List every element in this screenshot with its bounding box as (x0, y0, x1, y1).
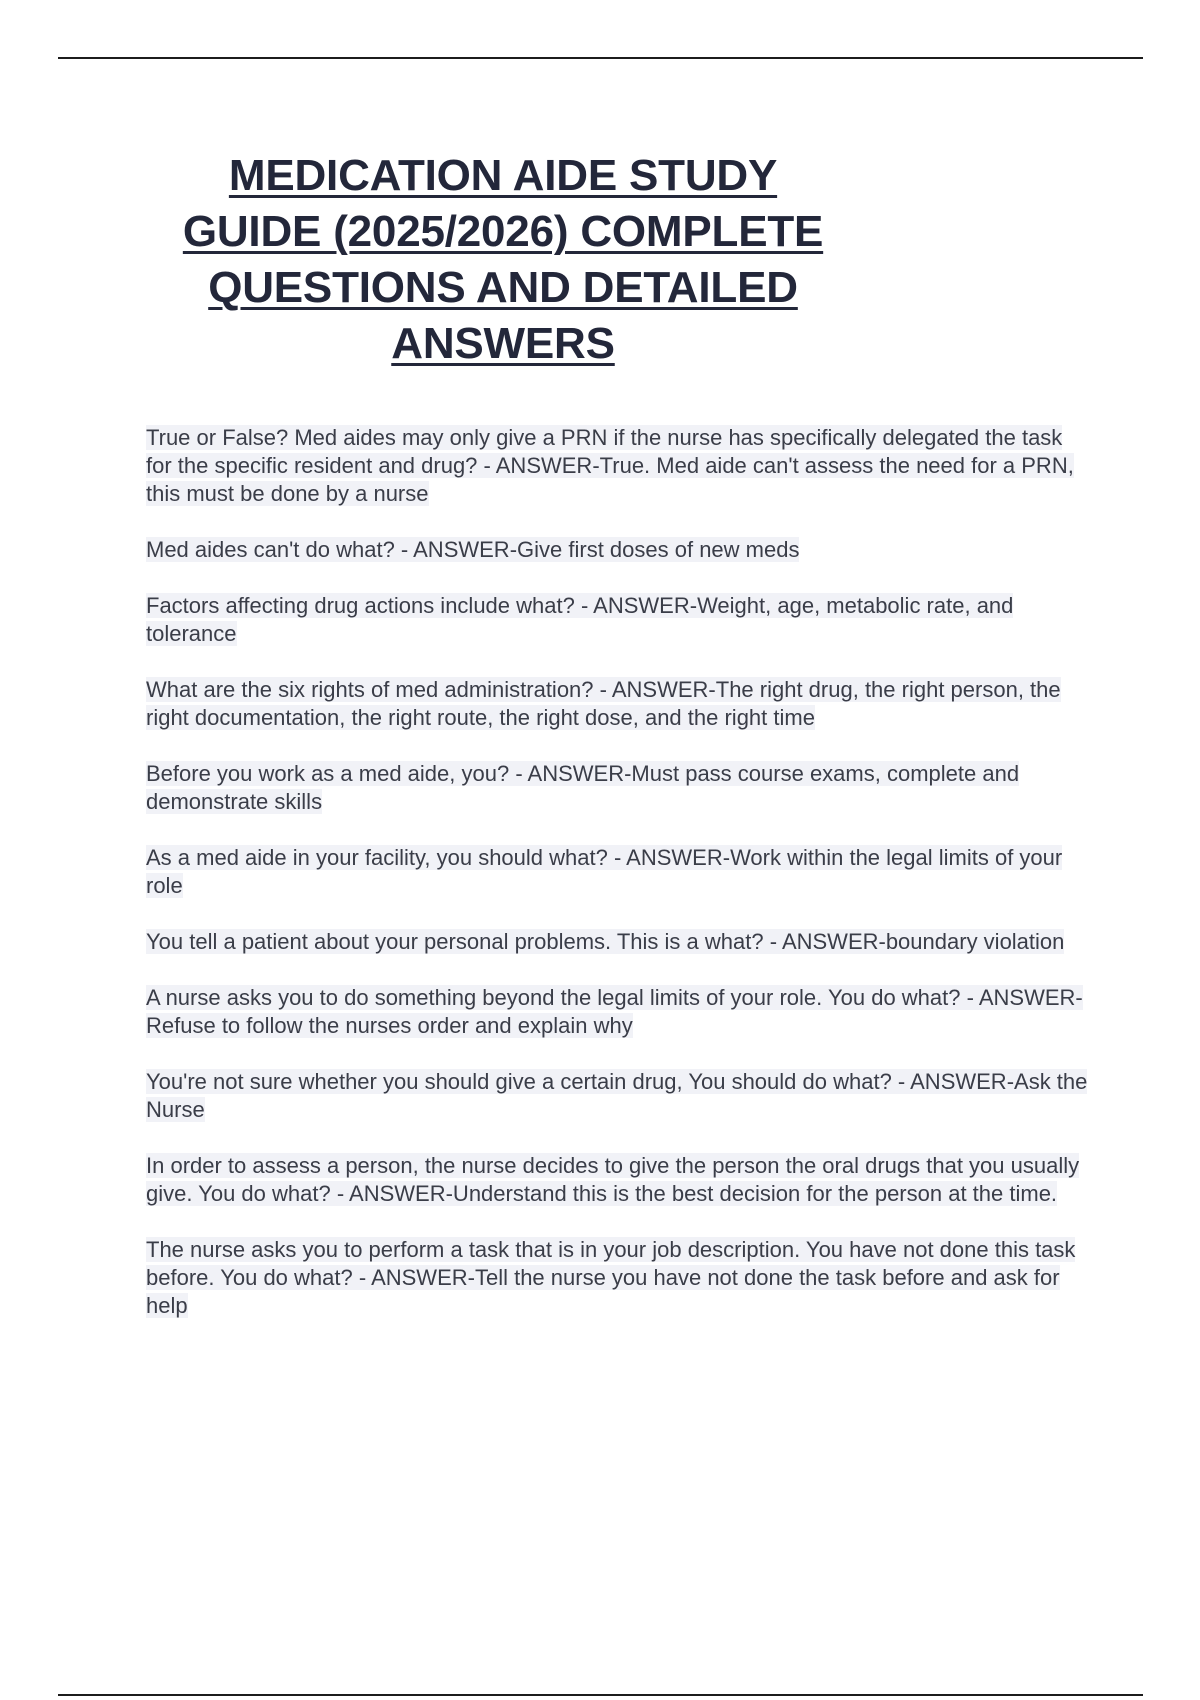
title-line-2: GUIDE (2025/2026) COMPLETE (182, 207, 824, 256)
qa-text: In order to assess a person, the nurse decides to give the person the oral drugs that you usually give. You do what? - ANSWER-Understand this is the best decision for the person at the time. (146, 1153, 1080, 1206)
title-line-3: QUESTIONS AND DETAILED (208, 263, 798, 312)
document-title (130, 148, 876, 372)
title-line-1: MEDICATION AIDE STUDY (228, 151, 778, 200)
qa-list (146, 424, 1092, 1348)
qa-item (146, 928, 1092, 956)
qa-text: A nurse asks you to do something beyond the legal limits of your role. You do what? - ANSWER-Refuse to follow the nurses order and explain why (146, 985, 1083, 1038)
qa-text: Med aides can't do what? - ANSWER-Give first doses of new meds (146, 537, 800, 562)
document-title-block (130, 148, 876, 372)
qa-text: You're not sure whether you should give a certain drug, You should do what? - ANSWER-Ask the Nurse (146, 1069, 1088, 1122)
title-line-4: ANSWERS (391, 319, 615, 368)
qa-text: What are the six rights of med administration? - ANSWER-The right drug, the right person, the right documentation, the right route, the right dose, and the right time (146, 677, 1061, 730)
qa-item (146, 984, 1092, 1040)
qa-item (146, 424, 1092, 508)
qa-item (146, 592, 1092, 648)
qa-text: Before you work as a med aide, you? - ANSWER-Must pass course exams, complete and demonstrate skills (146, 761, 1020, 814)
qa-item (146, 760, 1092, 816)
qa-item (146, 1152, 1092, 1208)
qa-item (146, 676, 1092, 732)
qa-text: Factors affecting drug actions include what? - ANSWER-Weight, age, metabolic rate, and tolerance (146, 593, 1014, 646)
qa-text: As a med aide in your facility, you should what? - ANSWER-Work within the legal limits of your role (146, 845, 1063, 898)
bottom-rule (58, 1694, 1143, 1696)
qa-item (146, 844, 1092, 900)
qa-text: You tell a patient about your personal problems. This is a what? - ANSWER-boundary violation (146, 929, 1065, 954)
top-rule (58, 57, 1143, 59)
qa-item (146, 536, 1092, 564)
qa-item (146, 1068, 1092, 1124)
qa-item (146, 1236, 1092, 1320)
qa-text: The nurse asks you to perform a task that is in your job description. You have not done this task before. You do what? - ANSWER-Tell the nurse you have not done the task before and ask for help (146, 1237, 1076, 1318)
qa-text: True or False? Med aides may only give a PRN if the nurse has specifically delegated the task for the specific resident and drug? - ANSWER-True. Med aide can't assess the need for a PRN, this must be done by a nurse (146, 425, 1074, 506)
